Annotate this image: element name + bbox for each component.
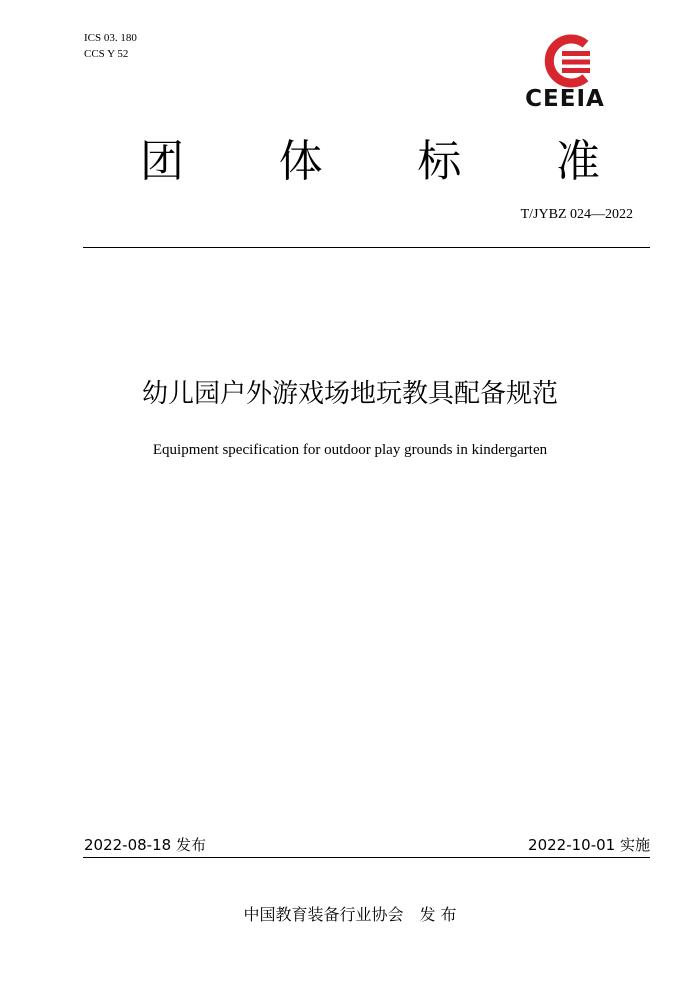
publisher-line (0, 902, 700, 925)
standard-type-char: 团 (140, 136, 184, 187)
ceeia-logo-mark-icon (514, 34, 616, 90)
implementation-date: 2022-10-01 实施 (528, 836, 650, 854)
standard-type-char: 标 (417, 136, 462, 187)
bottom-divider (83, 857, 650, 858)
ccs-code: CCS Y 52 (84, 48, 129, 60)
standard-number: T/JYBZ 024—2022 (520, 207, 633, 222)
document-title-chinese: 幼儿园户外游戏场地玩教具配备规范 (141, 379, 558, 409)
standard-type-title (140, 132, 600, 192)
standard-type-char: 体 (278, 136, 323, 187)
ceeia-logo (514, 34, 616, 114)
classification-codes (84, 30, 137, 62)
top-divider (83, 247, 650, 248)
publisher-verb: 发 布 (419, 905, 457, 924)
publish-date: 2022-08-18 发布 (84, 836, 206, 854)
ics-code: ICS 03. 180 (84, 32, 137, 44)
standard-type-char: 准 (555, 136, 600, 187)
logo-text: CEEIA (525, 86, 605, 112)
publisher-organization: 中国教育装备行业协会 (243, 905, 404, 924)
document-title-english: Equipment specification for outdoor play grounds in kindergarten (152, 442, 548, 458)
